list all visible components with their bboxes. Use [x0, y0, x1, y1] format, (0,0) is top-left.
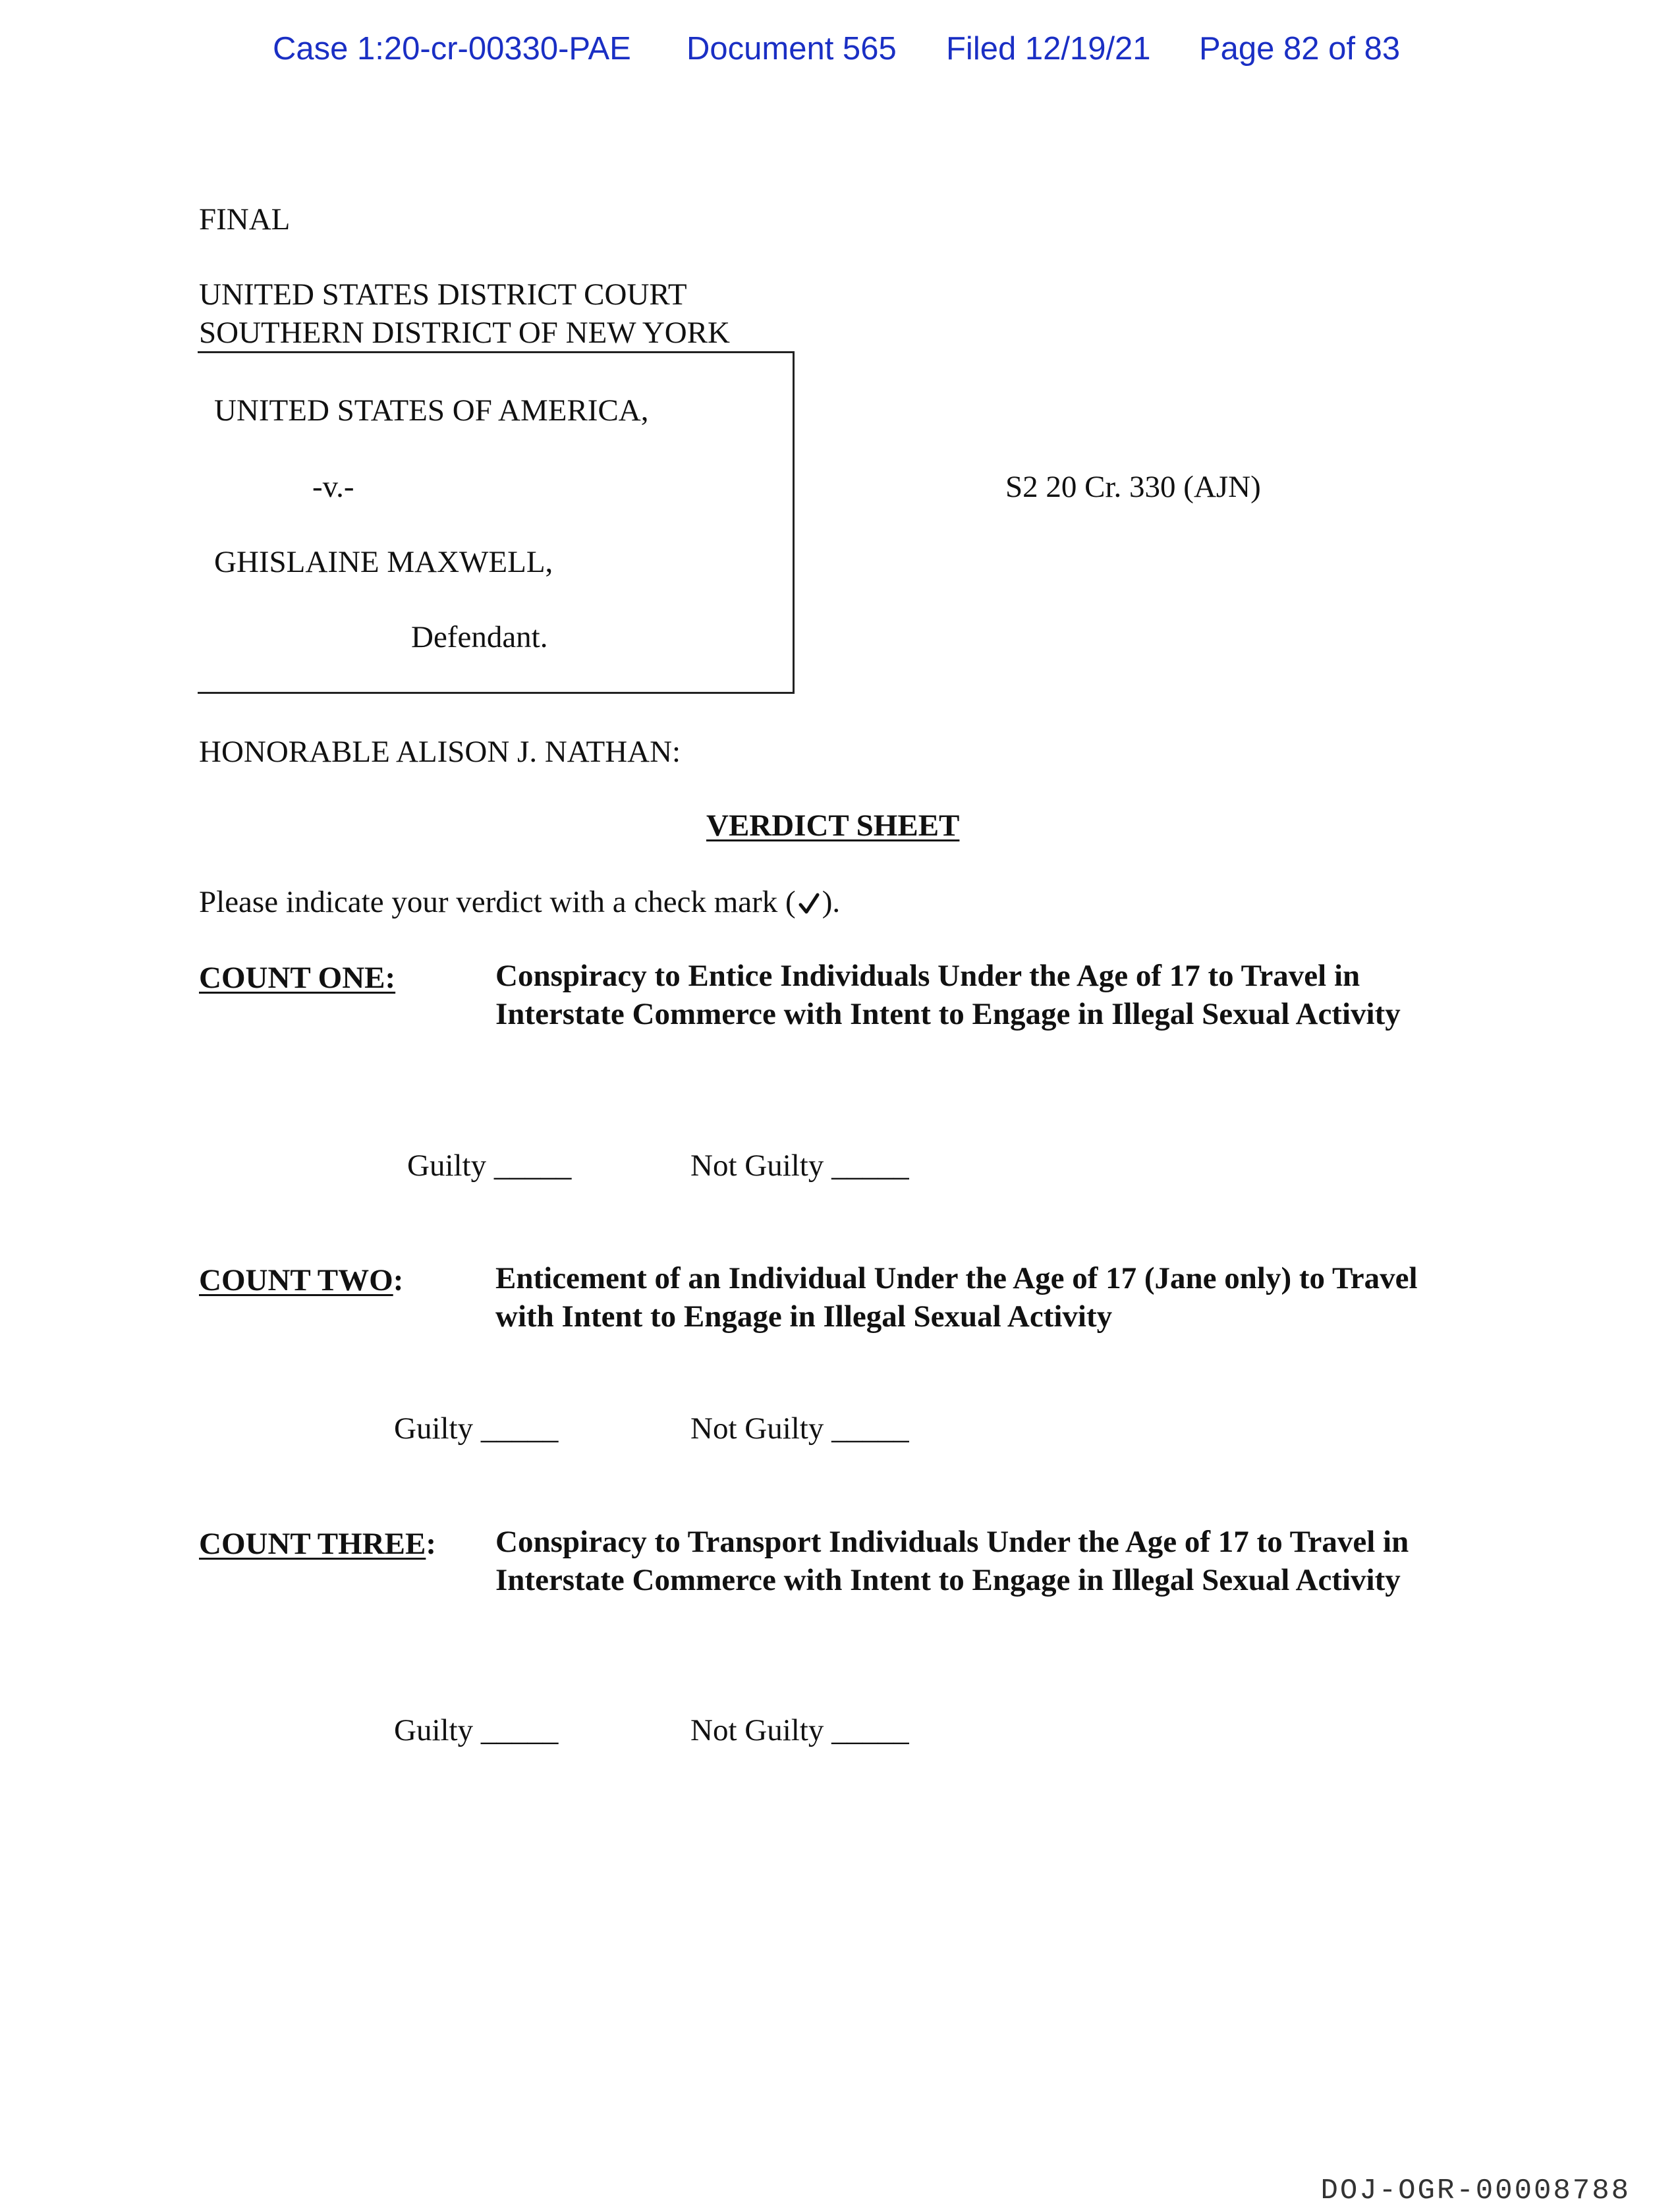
- instruction-text-before: Please indicate your verdict with a check mark (: [199, 885, 796, 919]
- count-three-description-line2: Interstate Commerce with Intent to Engage in Illegal Sexual Activity: [495, 1563, 1401, 1597]
- count-three-description-line1: Conspiracy to Transport Individuals Under the Age of 17 to Travel in: [495, 1525, 1409, 1559]
- court-name-line2: SOUTHERN DISTRICT OF NEW YORK: [199, 316, 730, 350]
- court-name-line1: UNITED STATES DISTRICT COURT: [199, 277, 687, 312]
- header-case-number: Case 1:20-cr-00330-PAE: [273, 31, 631, 67]
- checkmark-icon: [796, 887, 822, 917]
- header-document-number: Document 565: [686, 31, 897, 67]
- count-one-description-line1: Conspiracy to Entice Individuals Under the Age of 17 to Travel in: [495, 959, 1360, 993]
- count-two-label-colon: :: [393, 1263, 404, 1297]
- count-three-label-colon: :: [426, 1527, 436, 1561]
- case-docket-number: S2 20 Cr. 330 (AJN): [1005, 470, 1261, 504]
- count-two-not-guilty-field[interactable]: Not Guilty _____: [690, 1411, 909, 1446]
- instruction-text: [199, 887, 840, 918]
- header-filed-date: Filed 12/19/21: [946, 31, 1151, 67]
- count-two-description: [495, 1259, 1418, 1336]
- caption-defendant-label: Defendant.: [411, 620, 548, 654]
- count-two-label-text: COUNT TWO: [199, 1263, 393, 1297]
- count-one-not-guilty-field[interactable]: Not Guilty _____: [690, 1149, 909, 1183]
- bates-stamp: DOJ-OGR-00008788: [1320, 2174, 1631, 2207]
- count-two-guilty-field[interactable]: Guilty _____: [394, 1411, 559, 1446]
- header-page-number: Page 82 of 83: [1199, 31, 1401, 67]
- count-three-description: [495, 1523, 1409, 1599]
- count-three-guilty-field[interactable]: Guilty _____: [394, 1713, 559, 1747]
- count-one-guilty-field[interactable]: Guilty _____: [407, 1149, 572, 1183]
- count-two-label: [199, 1265, 403, 1296]
- count-two-description-line2: with Intent to Engage in Illegal Sexual Activity: [495, 1299, 1113, 1334]
- count-one-description-line2: Interstate Commerce with Intent to Engage in Illegal Sexual Activity: [495, 997, 1401, 1031]
- caption-versus: -v.-: [312, 470, 354, 504]
- count-three-label-text: COUNT THREE: [199, 1527, 426, 1561]
- count-one-description: [495, 957, 1401, 1033]
- caption-plaintiff: UNITED STATES OF AMERICA,: [214, 393, 649, 428]
- instruction-text-after: ).: [822, 885, 841, 919]
- count-two-description-line1: Enticement of an Individual Under the Age of 17 (Jane only) to Travel: [495, 1261, 1418, 1295]
- judge-name: HONORABLE ALISON J. NATHAN:: [199, 735, 681, 769]
- count-one-label: COUNT ONE:: [199, 961, 396, 995]
- count-three-label: [199, 1529, 436, 1560]
- status-label: FINAL: [199, 202, 291, 237]
- count-three-not-guilty-field[interactable]: Not Guilty _____: [690, 1713, 909, 1747]
- page-title: VERDICT SHEET: [706, 808, 960, 843]
- caption-defendant-name: GHISLAINE MAXWELL,: [214, 545, 553, 579]
